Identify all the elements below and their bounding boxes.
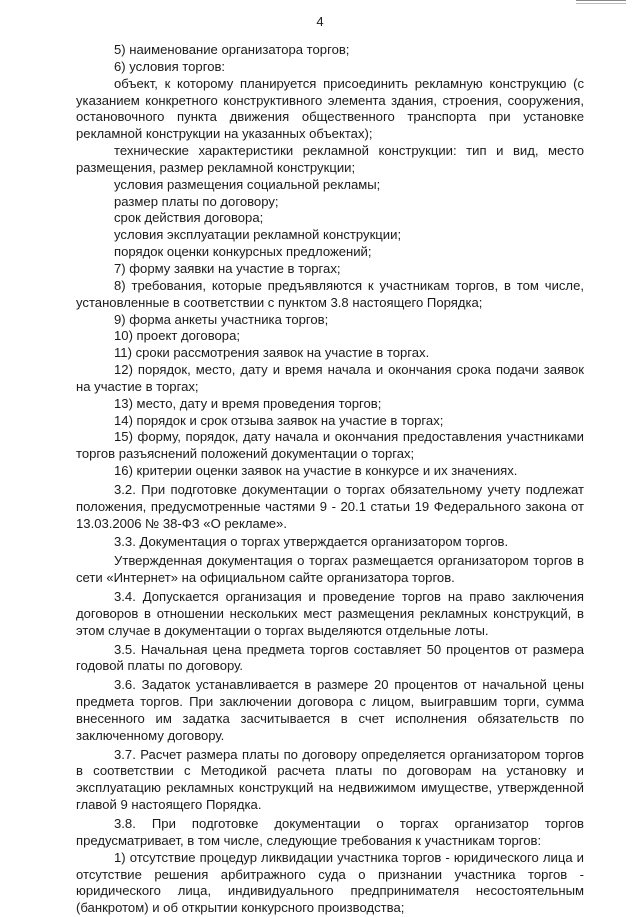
paragraph-section-3-2: 3.2. При подготовке документации о торгах обязательному учету подлежат положения, предусмотренные частями 9 - 20.1 статьи 19 Федерального закона от 13.03.2006 № 38-ФЗ «О рекламе». (76, 481, 584, 531)
paragraph-item-7: 7) форму заявки на участие в торгах; (114, 260, 341, 276)
paragraph-section-3-3: 3.3. Документация о торгах утверждается организатором торгов. (114, 534, 509, 550)
paragraph-item-10: 10) проект договора; (114, 328, 240, 344)
paragraph-approved-documentation: Утвержденная документация о торгах размещается организатором торгов в сети «Интернет» на официальном сайте организатора торгов. (76, 553, 584, 586)
paragraph-section-3-8: 3.8. При подготовке документации о торгах организатор торгов предусматривает, в том числе, следующие требования к участникам торгов: (76, 815, 584, 848)
paragraph-section-3-4: 3.4. Допускается организация и проведение торгов на право заключения договоров в отношении нескольких мест размещения рекламных конструкций, в этом случае в документации о торгах выделяются отдельные лоты. (76, 589, 584, 638)
paragraph-item-8: 8) требования, которые предъявляются к участникам торгов, в том числе, установленные в соответствии с пунктом 3.8 настоящего Порядка; (76, 277, 584, 310)
paragraph-item-14: 14) порядок и срок отзыва заявок на участие в торгах; (114, 412, 444, 428)
paragraph-section-3-5: 3.5. Начальная цена предмета торгов составляет 50 процентов от размера годовой платы по договору. (76, 641, 584, 674)
paragraph-operation-conditions: условия эксплуатации рекламной конструкции; (114, 227, 402, 243)
paragraph-requirement-1: 1) отсутствие процедур ликвидации участника торгов - юридического лица и отсутствие решения арбитражного суда о признании участника торгов - юридического лица, индивидуального предпринимателя несостоятельным (банкротом) и об открытии конкурсного производства; (76, 849, 584, 916)
paragraph-evaluation-order: порядок оценки конкурсных предложений; (114, 244, 372, 260)
paragraph-item-12: 12) порядок, место, дату и время начала и окончания срока подачи заявок на участие в торгах; (76, 362, 584, 394)
document-body (76, 42, 584, 917)
paragraph-item-13: 13) место, дату и время проведения торгов; (114, 395, 382, 411)
paragraph-contract-term: срок действия договора; (114, 210, 264, 226)
paragraph-item-11: 11) сроки рассмотрения заявок на участие в торгах. (114, 345, 430, 361)
paragraph-technical-characteristics: технические характеристики рекламной конструкции: тип и вид, место размещения, размер рекламной конструкции; (76, 143, 584, 175)
paragraph-item-15: 15) форму, порядок, дату начала и окончания предоставления участниками торгов разъяснений положений документации о торгах; (76, 429, 584, 462)
paragraph-payment-size: размер платы по договору; (114, 193, 279, 209)
paragraph-section-3-6: 3.6. Задаток устанавливается в размере 20 процентов от начальной цены предмета торгов. При заключении договора с лицом, выигравшим торги, сумма внесенного им задатка засчитывается в счет исполнения обязательств по заключенному договору. (76, 677, 584, 743)
paragraph-item-9: 9) форма анкеты участника торгов; (114, 311, 329, 327)
paragraph-social-advertising: условия размещения социальной рекламы; (114, 176, 381, 192)
paragraph-item-6: 6) условия торгов: (114, 58, 226, 74)
paragraph-object: объект, к которому планируется присоединить рекламную конструкцию (с указанием конкретного конструктивного элемента здания, строения, сооружения, остановочного пункта движения общественного транспорта при установке рекламной конструкции на указанных объектах); (76, 75, 584, 142)
paragraph-item-16: 16) критерии оценки заявок на участие в конкурсе и их значениях. (114, 463, 518, 479)
page-number: 4 (316, 14, 324, 29)
paragraph-item-5: 5) наименование организатора торгов; (114, 42, 350, 57)
scan-corner-mark (576, 0, 626, 4)
paragraph-section-3-7: 3.7. Расчет размера платы по договору определяется организатором торгов в соответствии с Методикой расчета платы по договорам на установку и эксплуатацию рекламных конструкций на недвижимом имуществе, утвержденной главой 9 настоящего Порядка. (76, 746, 584, 813)
